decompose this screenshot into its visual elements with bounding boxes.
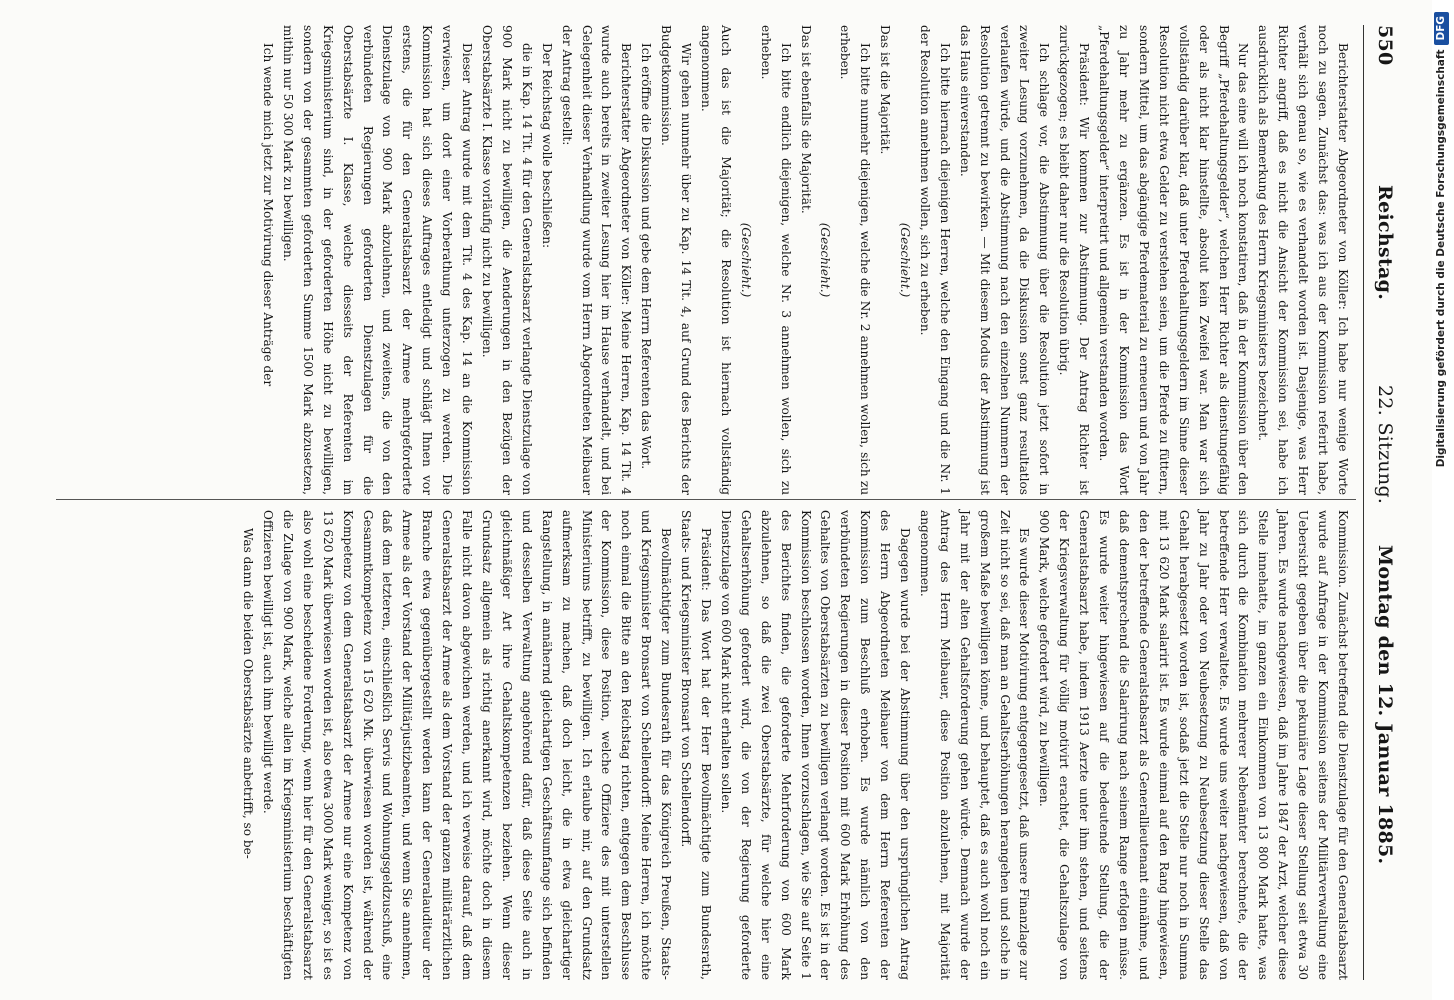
stamp-text: Digitalisierung gefördert durch die Deutsche Forschungsgemeinschaft <box>1435 49 1447 468</box>
paragraph: (Geschieht.) <box>818 222 833 298</box>
paragraph: Das ist ebenfalls die Majorität. <box>798 25 813 214</box>
header-session: 22. Sitzung. <box>1374 385 1396 505</box>
paragraph: Ich wende mich jetzt zur Motivirung dieser Anträge der <box>261 43 276 387</box>
paragraph: Das ist die Majorität. <box>878 25 893 155</box>
paragraph: Berichterstatter Abgeordneter von Köller: Ich habe nur wenige Worte noch zu sagen. Zunächst das: was ich aus der Kommission referirt habe, verhält sich genau so, wie es verhandelt worden ist. Dasjenige, was Herr Richter angriff, daß es nicht die Ansicht der Kommission sei, habe ich ausdrücklich als Bemerkung des Herrn Kriegsministers bezeichnet. <box>1256 25 1350 495</box>
left-column <box>52 25 1352 495</box>
column-divider <box>56 499 1356 500</box>
header-rule <box>1363 25 1364 980</box>
right-column <box>52 510 1352 980</box>
paragraph: Ich schlage vor, die Abstimmung über die Resolution jetzt sofort in zweiter Lesung vorzunehmen, da die Diskussion sonst ganz resultatlos verlaufen würde, und die Abstimmung nach den einzelnen Nummern der Resolution getrennt zu bewirken. — Mit diesem Modus der Abstimmung ist das Haus einverstanden. <box>957 25 1052 495</box>
dfg-logo: DFG <box>1434 12 1449 45</box>
paragraph: Was dann die beiden Oberstabsärzte anbetrifft, so be- <box>241 528 256 859</box>
paragraph: Der Reichstag wolle beschließen: <box>539 43 554 249</box>
paragraph: Es wurde dieser Motivirung entgegengesetzt, daß unsere Finanzlage zur Zeit nicht so sei, daß man an Gehaltserhöhungen herangehen und solche in großem Maße bewilligen könne, und behauptet, daß es auch wohl noch ein Jahr mit der alten Gehaltsforderung gehen würde. Demnach wurde der Antrag des Herrn Meibauer, diese Position abzulehnen, mit Majorität angenommen. <box>917 510 1032 980</box>
header-title: Reichstag. <box>1374 185 1396 301</box>
paragraph: die in Kap. 14 Tit. 4 für den Generalstabsarzt verlangte Dienstzulage von 900 Mark nicht zu bewilligen, die Aenderungen in den Bezügen der Oberstabsärzte I. Klasse vorläufig nicht zu bewilligen. <box>480 25 534 495</box>
paragraph: Ich bitte endlich diejenigen, welche Nr. 3 annehmen wollen, sich zu erheben. <box>758 25 793 495</box>
paragraph: Nur das eine will ich noch konstatiren, daß in der Kommission über den Begriff „Pferdehaltungsgelder“, welchen Herr Richter als dienstungefähig oder als nicht klar hinstellte, absolut kein Zweifel war. Man war sich vollständig darüber klar, daß unter Pferdehaltungsgeldern im Sinne dieser Resolution nicht etwa Gelder zu verstehen seien, um die Pferde zu füttern, sondern Mittel, um das abgängige Pferdematerial zu erneuern und von Jahr zu Jahr mehr zu ergänzen. Es ist in der Kommission das Wort „Pferdehaltungsgelder“ interpretirt und allgemein verstanden worden. <box>1097 25 1251 495</box>
paragraph: (Geschieht.) <box>898 222 913 298</box>
paragraph: (Geschieht.) <box>738 222 753 298</box>
page-number: 550 <box>1374 25 1396 66</box>
digitization-stamp <box>1402 6 1447 994</box>
paragraph: Präsident: Wir kommen zur Abstimmung. Der Antrag Richter ist zurückgezogen; es bleibt daher nur die Resolution übrig. <box>1057 25 1092 495</box>
paragraph: Ich bitte nunmehr diejenigen, welche die Nr. 2 annehmen wollen, sich zu erheben. <box>838 25 873 495</box>
document-sheet <box>47 15 1412 990</box>
paragraph: Dieser Antrag wurde mit dem Tit. 4 des Kap. 14 an die Kommission verwiesen, um dort einer Vorberathung unterzogen zu werden. Die Kommission hat sich dieses Auftrages entledigt und schlägt Ihnen vor erstens, die für den Generalstabsarzt der Armee mehrgeforderte Dienstzulage von 900 Mark abzulehnen, und zweitens, die von den verbündeten Regierungen geforderten Dienstzulagen für die Oberstabsärzte I. Klasse, welche diesseits der Referenten im Kriegsministerium sind, in der geforderten Höhe nicht zu bewilligen, sondern von der gesammten geforderten Summe 1500 Mark abzusetzen, mithin nur 50 300 Mark zu bewilligen. <box>280 25 475 495</box>
paragraph: Dagegen wurde bei der Abstimmung über den ursprünglichen Antrag des Herrn Abgeordneten Meibauer von dem Herrn Referenten der Kommission zum Beschluß erhoben. Es wurde nämlich von den verbündeten Regierungen in dieser Position mit 600 Mark Erhöhung des Gehaltes von Oberstabsärzten zu bewilligen verlangt worden. Es ist in der Kommission beschlossen worden, Ihnen vorzuschlagen, wie Sie auf Seite 1 des Berichtes finden, die geforderte Mehrforderung von 600 Mark abzulehnen, so daß die zwei Oberstabsärzte, für welche hier eine Gehaltserhöhung gefordert wird, die von der Regierung geforderte Dienstzulage von 600 Mark nicht erhalten sollen. <box>718 510 913 980</box>
paragraph: Berichterstatter Abgeordneter von Köller: Meine Herren, Kap. 14 Tit. 4 wurde auch bereits in zweiter Lesung hier im Hause verhandelt, und bei Gelegenheit dieser Verhandlung wurde vom Herrn Abgeordneten Meibauer der Antrag gestellt: <box>559 25 634 495</box>
paragraph: Bevollmächtigter zum Bundesrath für das Königreich Preußen, Staats- und Kriegsminister Bronsart von Schellendorff: Meine Herren, ich möchte noch einmal die Bitte an den Reichstag richten, entgegen dem Beschlusse der Kommission, diese Position, welche Offiziere des mit unterstellen Ministeriums betrifft, zu bewilligen. Ich erlaube mir, auf den Grundsatz aufmerksam zu machen, daß doch leicht, die in etwa gleichartiger Rangstellung, in annähernd gleichartigen Geschäftsumfange sich befinden und desselben Verwaltung angehörend dafür, daß diese Seite auch in gleichmäßiger Art ihre Gehaltskompetenzen beziehen. Wenn dieser Grundsatz allgemein als richtig anerkannt wird, möchte doch in diesem Falle nicht davon abgewichen werden, und ich verweise darauf, daß dem Generalstabsarzt der Armee als dem Vorstand der ganzen militärärztlichen Branche etwa gegenübergestellt werden kann der Generalauditeur der Armee als der Vorstand der Militärjustizbeamten, und wenn Sie annehmen, daß dem letzteren, einschließlich Servis und Wohnungsgeldzuschuß, eine Gesammtkompetenz von 15 620 Mk. überwiesen worden ist, während der Kompetenz von dem Generalstabsarzt der Armee nur eine Kompetenz von 13 620 Mark überwiesen worden ist, also etwa 3000 Mark weniger, so ist es also wohl eine bescheidene Forderung, wenn hier für den Generalstabsarzt die Zulage von 900 Mark, welche allen im Kriegsministerium beschäftigten Offizieren bewilligt ist, auch ihm bewilligt werde. <box>261 510 674 980</box>
paragraph: Ich eröffne die Diskussion und gebe dem Herrn Referenten das Wort. <box>639 43 654 470</box>
paragraph: Ich bitte hiernach diejenigen Herren, welche den Eingang und die Nr. 1 der Resolution annehmen wollen, sich zu erheben. <box>917 25 952 495</box>
paragraph: Auch das ist die Majorität; die Resolution ist hiernach vollständig angenommen. <box>699 25 733 495</box>
paragraph: Präsident: Das Wort hat der Herr Bevollmächtigte zum Bundesrath, Staats- und Kriegsminister Bronsart von Schellendorff. <box>679 510 713 980</box>
header-date: Montag den 12. Januar 1885. <box>1374 545 1396 865</box>
paragraph: Wir gehen nunmehr über zu Kap. 14 Tit. 4, auf Grund des Berichts der Budgetkommission. <box>659 25 694 495</box>
paragraph: Kommission. Zunächst betreffend die Dienstzulage für den Generalstabsarzt wurde auf Anfrage in der Kommission seitens der Militärverwaltung eine Uebersicht gegeben über die pekuniäre Lage dieser Stellung seit etwa 30 Jahren. Es wurde nachgewiesen, daß im Jahre 1847 der Arzt, welcher diese Stelle innehatte, im ganzen ein Einkommen von 13 800 Mark hatte, was sich durch die Kombination mehrerer Nebenämter berechnete, die der betreffende Herr verwaltete. Es wurde uns weiter nachgewiesen, daß von Jahr zu Jahr oder von Neubesetzung zu Neubesetzung dieser Stelle das Gehalt herabgesetzt worden ist, sodaß jetzt die Stelle nur noch in Summa mit 13 620 Mark salarirt ist. Es wurde einmal auf den Rang hingewiesen, den der betreffende Generalstabsarzt als Generallieutenant einnähme, und daß dementsprechend die Salarirung nach seinem Range erfolgen müsse. Es wurde weiter hingewiesen auf die bedeutende Stellung, die der Generalstabsarzt habe, indem 1913 Aerzte unter ihm stehen, und seitens der Kriegsverwaltung für völlig motivirt erachtet, die Gehaltszulage von 900 Mark, welche gefordert wird, zu bewilligen. <box>1037 510 1350 980</box>
page-header <box>1364 25 1398 975</box>
